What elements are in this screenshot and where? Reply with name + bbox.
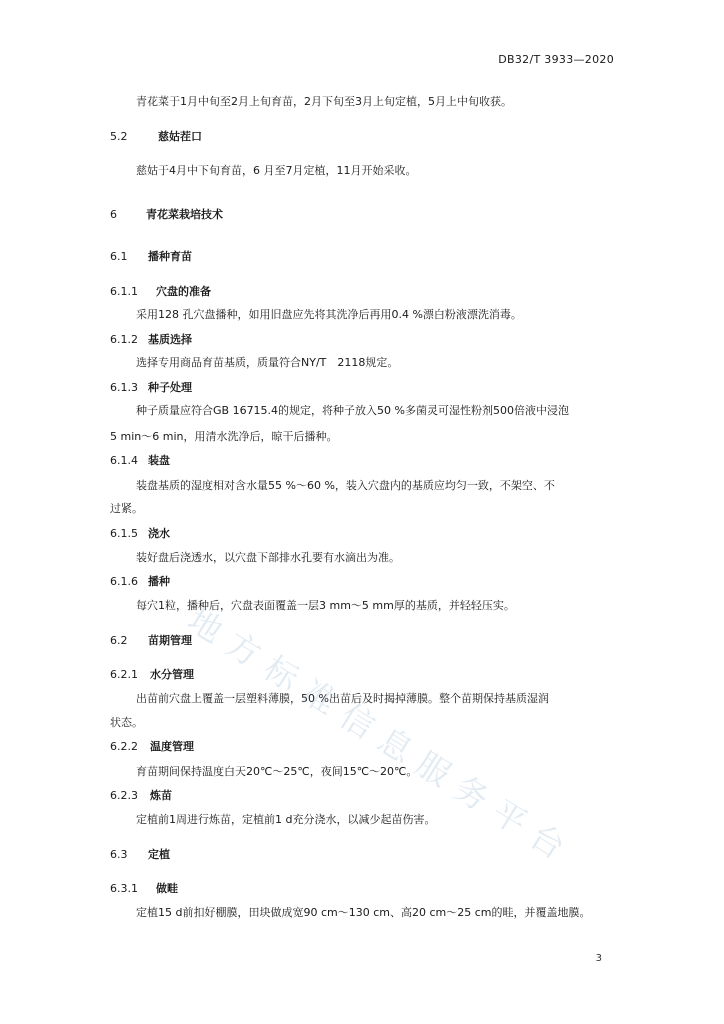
section-number: 6.1.5 (110, 527, 138, 540)
section-title: 苗期管理 (148, 634, 192, 647)
section-heading-6-1-4 (110, 454, 724, 468)
page-number: 3 (595, 953, 602, 964)
section-title: 温度管理 (150, 740, 194, 753)
paragraph: 种子质量应符合GB 16715.4的规定，将种子放入50 %多菌灵可湿性粉剂500倍液中浸泡 (136, 404, 569, 417)
watermark-char: 息 (371, 719, 420, 771)
paragraph-continuation: 状态。 (110, 716, 143, 729)
paragraph: 装盘基质的湿度相对含水量55 %～60 %，装入穴盘内的基质应均匀一致，不架空、不 (136, 479, 555, 492)
section-heading-5-2 (110, 130, 724, 144)
section-heading-6-1 (110, 250, 724, 264)
watermark-char: 地 (181, 599, 230, 651)
section-title: 做畦 (156, 882, 178, 895)
section-title: 浇水 (148, 527, 170, 540)
section-heading-6-2-1 (110, 668, 724, 682)
watermark-char: 服 (409, 743, 458, 795)
watermark-char: 平 (485, 791, 534, 843)
watermark-char: 信 (333, 695, 382, 747)
section-heading-6 (110, 208, 724, 222)
section-heading-6-1-5 (110, 527, 724, 541)
section-heading-6-2-3 (110, 789, 724, 803)
section-number: 6.1.1 (110, 285, 138, 298)
section-number: 6 (110, 208, 117, 221)
section-number: 5.2 (110, 130, 128, 143)
paragraph: 出苗前穴盘上覆盖一层塑料薄膜，50 %出苗后及时揭掉薄膜。整个苗期保持基质湿润 (136, 692, 549, 705)
watermark-char: 方 (219, 623, 268, 675)
paragraph: 每穴1粒，播种后，穴盘表面覆盖一层3 mm～5 mm厚的基质，并轻轻压实。 (136, 599, 515, 612)
paragraph: 选择专用商品育苗基质，质量符合NY/T 2118规定。 (136, 356, 399, 369)
section-title: 种子处理 (148, 381, 192, 394)
section-number: 6.1 (110, 250, 128, 263)
section-title: 青花菜栽培技术 (146, 208, 223, 221)
paragraph-continuation: 5 min～6 min，用清水洗净后，晾干后播种。 (110, 430, 338, 443)
section-number: 6.2.2 (110, 740, 138, 753)
section-heading-6-2-2 (110, 740, 724, 754)
section-title: 基质选择 (148, 333, 192, 346)
paragraph: 慈姑于4月中下旬育苗，6 月至7月定植，11月开始采收。 (136, 164, 417, 177)
section-heading-6-1-3 (110, 381, 724, 395)
section-number: 6.2.3 (110, 789, 138, 802)
section-title: 穴盘的准备 (156, 285, 211, 298)
section-number: 6.1.4 (110, 454, 138, 467)
section-heading-6-1-2 (110, 333, 724, 347)
section-number: 6.1.6 (110, 575, 138, 588)
watermark-char: 标 (257, 647, 306, 699)
paragraph: 定植前1周进行炼苗，定植前1 d充分浇水，以减少起苗伤害。 (136, 813, 436, 826)
section-number: 6.1.2 (110, 333, 138, 346)
section-title: 播种 (148, 575, 170, 588)
section-heading-6-1-6 (110, 575, 724, 589)
paragraph: 装好盘后浇透水，以穴盘下部排水孔要有水滴出为准。 (136, 551, 400, 564)
paragraph: 采用128 孔穴盘播种，如用旧盘应先将其洗净后再用0.4 %漂白粉液漂洗消毒。 (136, 308, 522, 321)
section-number: 6.2.1 (110, 668, 138, 681)
paragraph: 育苗期间保持温度白天20℃～25℃，夜间15℃～20℃。 (136, 765, 418, 778)
watermark-char: 务 (447, 767, 496, 819)
section-title: 炼苗 (150, 789, 172, 802)
section-number: 6.1.3 (110, 381, 138, 394)
section-title: 水分管理 (150, 668, 194, 681)
section-heading-6-2 (110, 634, 724, 648)
paragraph: 青花菜于1月中旬至2月上旬育苗，2月下旬至3月上旬定植，5月上中旬收获。 (136, 95, 512, 108)
section-title: 慈姑茬口 (158, 130, 202, 143)
section-title: 装盘 (148, 454, 170, 467)
section-number: 6.3.1 (110, 882, 138, 895)
section-heading-6-3-1 (110, 882, 724, 896)
section-number: 6.3 (110, 848, 128, 861)
watermark-char: 台 (523, 815, 572, 867)
paragraph-continuation: 过紧。 (110, 502, 143, 515)
section-number: 6.2 (110, 634, 128, 647)
watermark-char: 准 (295, 671, 344, 723)
section-heading-6-3 (110, 848, 724, 862)
paragraph: 定植15 d前扣好棚膜，田块做成宽90 cm～130 cm、高20 cm～25 cm的畦，并覆盖地膜。 (136, 906, 591, 919)
section-title: 播种育苗 (148, 250, 192, 263)
section-heading-6-1-1 (110, 285, 724, 299)
document-code: DB32/T 3933—2020 (498, 53, 614, 66)
section-title: 定植 (148, 848, 170, 861)
